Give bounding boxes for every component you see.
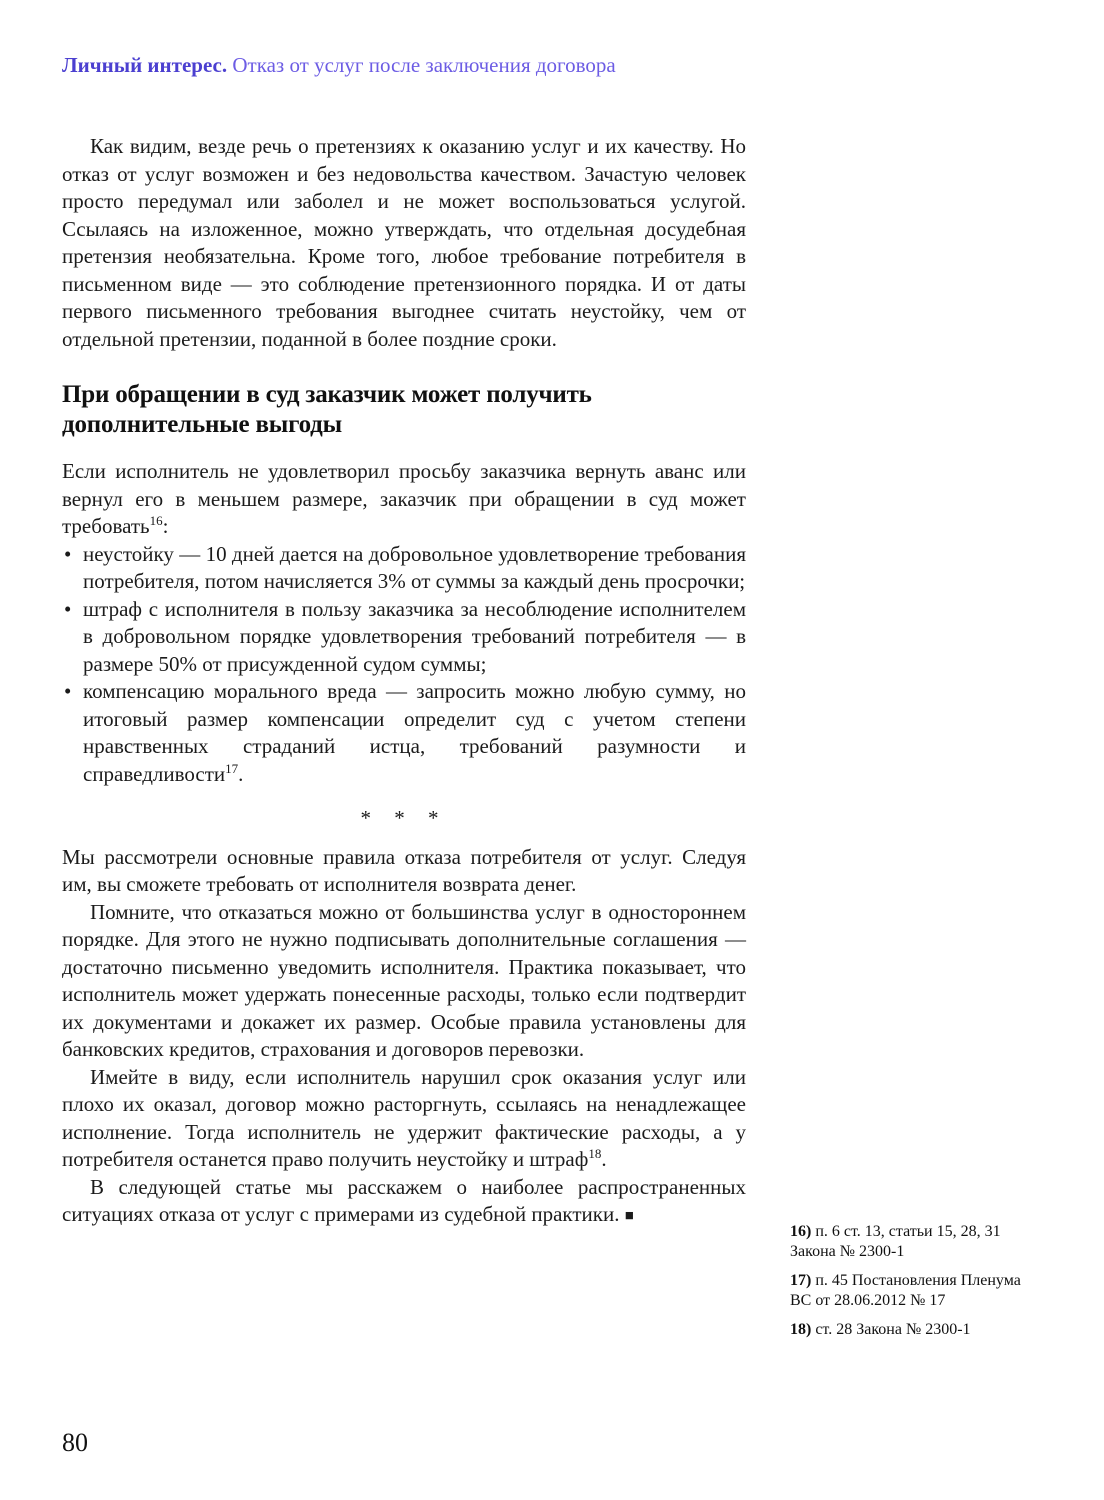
bullet-text: неустойку — 10 дней дается на добровольное удовлетворение требования потребителя, потом начисляется 3% от суммы за каждый день просрочки; xyxy=(83,541,746,593)
footnote-text: п. 6 ст. 13, статьи 15, 28, 31 Закона № 2300-1 xyxy=(790,1223,1001,1260)
list-item xyxy=(62,678,746,788)
intro-text: Если исполнитель не удовлетворил просьбу заказчика вернуть аванс или вернул его в меньшем размере, заказчик при обращении в суд может требовать xyxy=(62,459,746,538)
footnote-number: 16) xyxy=(790,1223,812,1240)
end-of-article-icon: ■ xyxy=(624,1208,634,1224)
bullet-text: штраф с исполнителя в пользу заказчика за несоблюдение исполнителем в добровольном порядке удовлетворения требований потребителя — в размере 50% от присужденной судом суммы; xyxy=(83,596,746,676)
footnote-ref-16: 16 xyxy=(149,513,163,528)
footnote-number: 18) xyxy=(790,1321,812,1338)
bullet-text: компенсацию морального вреда — запросить можно любую сумму, но итоговый размер компенсации определит суд с учетом степени нравственных страданий истца, требований разумности и справедливости xyxy=(83,679,746,786)
running-head xyxy=(62,52,962,78)
footnote-18 xyxy=(790,1320,1022,1340)
rubric-label: Личный интерес. xyxy=(62,53,228,77)
bullet-icon: • xyxy=(64,596,72,621)
bullet-list xyxy=(62,541,746,789)
paragraph-4: Помните, что отказаться можно от большинства услуг в одностороннем порядке. Для этого не нужно подписывать дополнительные соглашения — достаточно письменно уведомить исполнителя. Практика показывает, что исполнитель может удержать понесенные расходы, только если подтвердит их документами и докажет их размер. Особые правила установлены для банковских кредитов, страхования и договоров перевозки. xyxy=(62,899,746,1061)
bullet-icon: • xyxy=(64,679,72,703)
bullet-tail: . xyxy=(238,761,244,786)
paragraph-5 xyxy=(62,1064,746,1174)
article-title: Отказ от услуг после заключения договора xyxy=(232,53,616,77)
paragraph-3: Мы рассмотрели основные правила отказа потребителя от услуг. Следуя им, вы сможете требовать от исполнителя возврата денег. xyxy=(62,844,746,896)
bullet-icon: • xyxy=(64,541,72,566)
footnote-text: ст. 28 Закона № 2300-1 xyxy=(815,1321,971,1338)
list-item xyxy=(62,541,746,596)
section-heading: При обращении в суд заказчик может получить дополнительные выгоды xyxy=(62,381,592,438)
footnote-ref-17: 17 xyxy=(225,760,239,776)
page-number: 80 xyxy=(62,1428,88,1457)
asterisk-separator: * * * xyxy=(360,806,448,830)
footnote-ref-18: 18 xyxy=(588,1146,602,1161)
paragraph-1: Как видим, везде речь о претензиях к оказанию услуг и их качеству. Но отказ от услуг возможен и без недовольства качеством. Зачастую человек просто передумал или заболел и не может воспользоваться услугой. Ссылаясь на изложенное, можно утверждать, что отдельная досудебная претензия необязательна. Кроме того, любое требование потребителя в письменном виде — это соблюдение претензионного порядка. И от даты первого письменного требования выгоднее считать неустойку, чем от отдельной претензии, поданной в более поздние сроки. xyxy=(62,134,746,351)
paragraph-intro xyxy=(62,458,746,541)
footnote-number: 17) xyxy=(790,1272,812,1289)
article-body xyxy=(62,133,746,1231)
paragraph-6 xyxy=(62,1174,746,1231)
para5-text: Имейте в виду, если исполнитель нарушил срок оказания услуг или плохо их оказал, договор можно расторгнуть, ссылаясь на ненадлежащее исполнение. Тогда исполнитель не удержит фактические расходы, а у потребителя останется право получить неустойку и штраф xyxy=(62,1064,746,1171)
footnote-17 xyxy=(790,1271,1022,1311)
list-item xyxy=(62,596,746,679)
footnote-text: п. 45 Постановления Пленума ВС от 28.06.2012 № 17 xyxy=(790,1272,1021,1309)
para6-text: В следующей статье мы расскажем о наиболее распространенных ситуациях отказа от услуг с примерами из судебной практики. xyxy=(62,1174,746,1226)
sidebar-footnotes xyxy=(790,1222,1022,1349)
para5-tail: . xyxy=(601,1147,607,1171)
footnote-16 xyxy=(790,1222,1022,1262)
intro-tail: : xyxy=(162,514,169,538)
